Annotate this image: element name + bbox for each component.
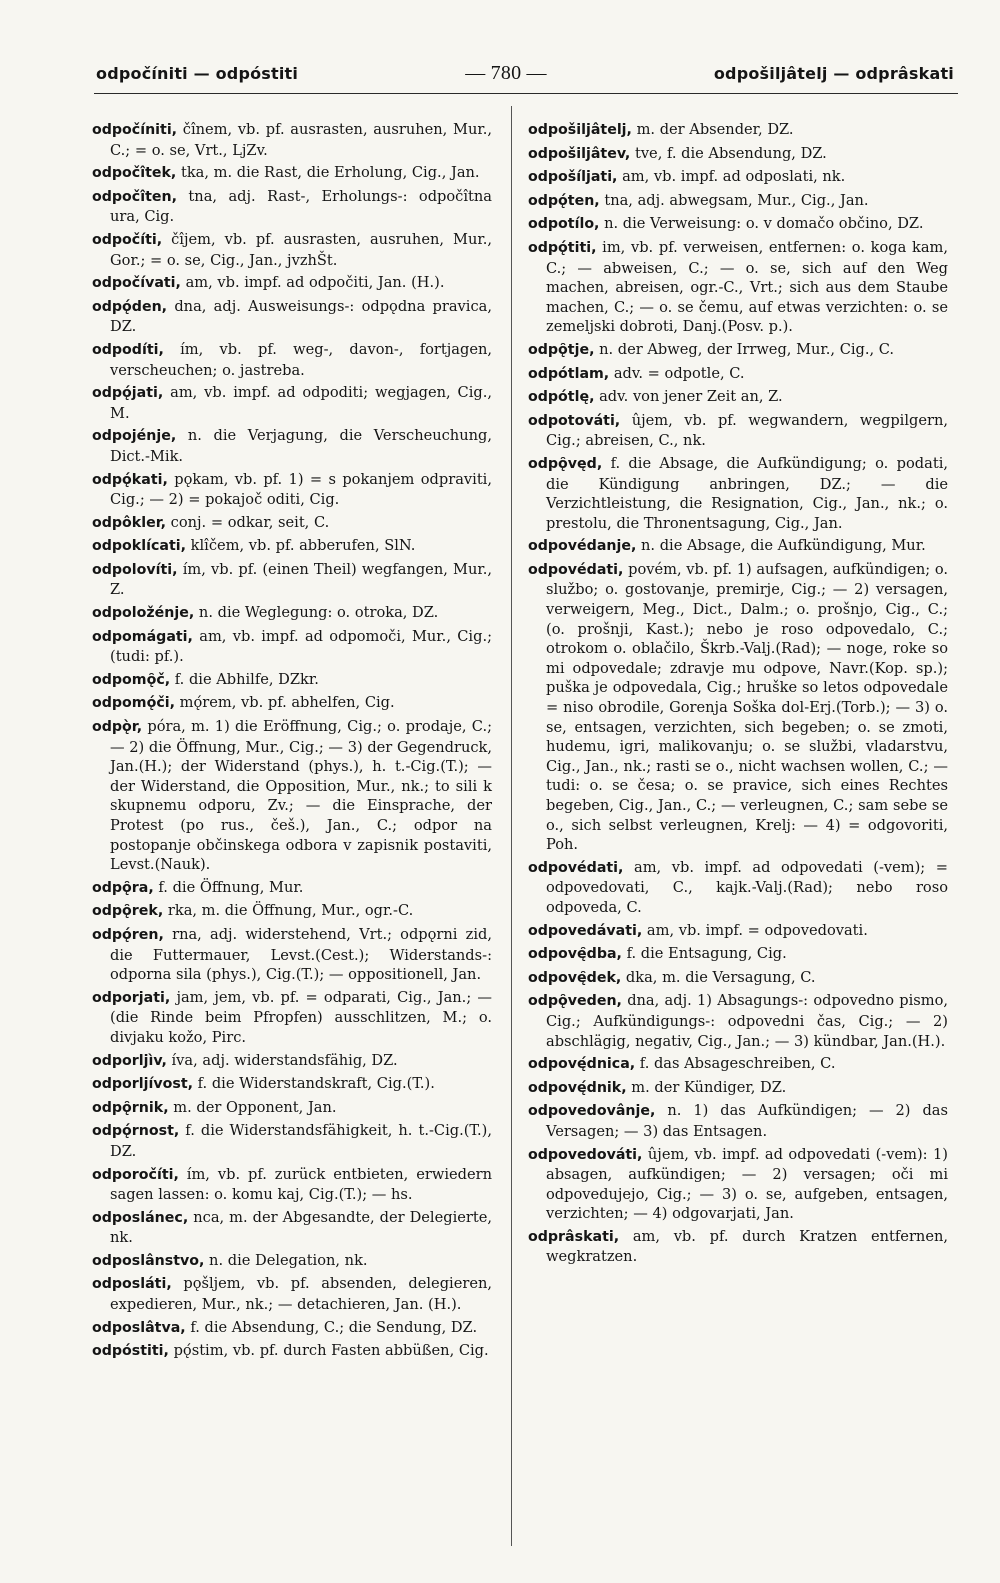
- dictionary-entry: [528, 364, 948, 385]
- headword: odpovédanje,: [528, 538, 637, 555]
- entry-definition: pǫkam, vb. pf. 1) = s pokanjem odpraviti, Cig.; — 2) = pokajoč oditi, Cig.: [110, 470, 492, 509]
- entry-definition: čîjem, vb. pf. ausrasten, ausruhen, Mur., Gor.; = o. se, Cig., Jan., jvzhŠt.: [110, 230, 492, 269]
- dictionary-entry: [528, 387, 948, 408]
- headword: odpovedovânje,: [528, 1103, 656, 1120]
- dictionary-entry: [92, 120, 492, 160]
- entry-definition: ím, vb. pf. weg-, davon-, fortjagen, verscheuchen; o. jastreba.: [110, 340, 492, 379]
- dictionary-entry: [92, 1098, 492, 1119]
- entry-definition: íva, adj. widerstandsfähig, DZ.: [166, 1051, 398, 1069]
- entry-definition: nca, m. der Abgesandte, der Delegierte, nk.: [110, 1208, 492, 1247]
- entry-definition: am, vb. pf. durch Kratzen entfernen, wegkratzen.: [546, 1227, 948, 1266]
- dictionary-entry: [92, 426, 492, 466]
- headword: odpočíti,: [92, 231, 163, 248]
- entry-definition: m. der Opponent, Jan.: [168, 1098, 337, 1116]
- entry-definition: dna, adj. Ausweisungs-: odpǫdna pravica, DZ.: [110, 297, 492, 336]
- dictionary-entry: [92, 470, 492, 510]
- headword: odpǫ́ren,: [92, 926, 164, 943]
- headword: odpomǫ̑č,: [92, 671, 171, 688]
- entry-definition: ím, vb. pf. zurück entbieten, erwiedern sagen lassen: o. komu kaj, Cig.(T.); — hs.: [110, 1165, 492, 1204]
- entry-definition: adv. = odpotle, C.: [609, 364, 745, 382]
- headword: odpôkler,: [92, 514, 167, 531]
- dictionary-entry: [92, 878, 492, 899]
- header-rule: [94, 93, 958, 94]
- dictionary-entry: [92, 925, 492, 985]
- dictionary-entry: [92, 1121, 492, 1161]
- entry-definition: mǫ́rem, vb. pf. abhelfen, Cig.: [175, 694, 395, 712]
- headword: odpotováti,: [528, 412, 621, 429]
- dictionary-entry: [92, 603, 492, 624]
- headword: odpǫ̑ra,: [92, 879, 154, 896]
- headword: odpočîten,: [92, 188, 177, 205]
- headword: odpovédati,: [528, 859, 624, 876]
- headword: odporočíti,: [92, 1166, 179, 1183]
- dictionary-entry: [92, 693, 492, 714]
- entry-definition: povém, vb. pf. 1) aufsagen, aufkündigen; o. službo; o. gostovanje, premirje, Cig.; — 2) versagen, verweigern, Meg., Dict., Dalm.; o. prošnjo, Cig., C.; (o. prošnji, Kast.); nebo je roso odpovedalo, C.; otrokom o. oblačilo, Škrb.-Valj.(Rad); — noge, roke so mi odpovedale; zdravje mu odpove, Navr.(Kop. sp.); puška je odpovedala, Cig.; hruške so letos odpovedale = niso obrodile, Gorenja Soška dol-Erj.(Torb.); — 3) o. se, entsagen, verzichten, sich begeben; o. se zmoti, hudemu, igri, malikovanju; o. se službi, vladarstvu, Cig., Jan., nk.; rasti se o., nicht wachsen wollen, C.; — tudi: o. se česa; o. se pravice, sich eines Rechtes begeben, Cig., Jan., C.; — verleugnen, C.; sam sebe se o., sich selbst verleugnen, Krelj: — 4) = odgovoriti, Poh.: [546, 560, 948, 854]
- headword: odpǫ̑vęd,: [528, 455, 603, 472]
- headword: odpočíniti,: [92, 122, 178, 138]
- entry-definition: f. die Absendung, C.; die Sendung, DZ.: [185, 1318, 478, 1336]
- dictionary-entry: [528, 1054, 948, 1075]
- entry-definition: jam, jem, vb. pf. = odparati, Cig., Jan.; — (die Rinde beim Pfropfen) ausschlitzen, M.; o. divjaku kožo, Pirc.: [110, 988, 492, 1046]
- dictionary-entry: [92, 1274, 492, 1314]
- dictionary-entry: [92, 1074, 492, 1095]
- headword: odpǫ̑veden,: [528, 993, 622, 1010]
- dictionary-entry: [528, 560, 948, 855]
- column-divider: [511, 106, 512, 1546]
- dictionary-entry: [92, 1341, 492, 1362]
- headword: odpǫ̀r,: [92, 719, 143, 736]
- dictionary-entry: [92, 1051, 492, 1072]
- dictionary-entry: [92, 163, 492, 184]
- entry-definition: tna, adj. Rast-, Erholungs-: odpočîtna ura, Cig.: [110, 187, 492, 226]
- running-header: [96, 58, 954, 88]
- dictionary-entry: [92, 297, 492, 337]
- entry-definition: am, vb. impf. ad odpoditi; wegjagen, Cig., M.: [110, 384, 492, 422]
- headword: odpovédati,: [528, 561, 624, 578]
- headword: odpomágati,: [92, 628, 193, 645]
- dictionary-entry: [528, 340, 948, 361]
- dictionary-entry: [528, 991, 948, 1051]
- dictionary-entry: [528, 120, 948, 141]
- entry-definition: f. die Widerstandsfähigkeit, h. t.-Cig.(T.), DZ.: [110, 1122, 492, 1160]
- headword: odpǫ́jati,: [92, 385, 164, 402]
- page-number: — 780 —: [465, 61, 547, 84]
- entry-definition: ûjem, vb. pf. wegwandern, wegpilgern, Cig.; abreisen, C., nk.: [546, 411, 948, 450]
- entry-definition: m. der Absender, DZ.: [631, 121, 794, 138]
- entry-definition: f. die Abhilfe, DZkr.: [170, 670, 319, 688]
- headword: odpošiljâtelj,: [528, 122, 632, 138]
- dictionary-entry: [528, 944, 948, 965]
- headword: odpočîtek,: [92, 165, 177, 182]
- headword: odposláti,: [92, 1276, 172, 1293]
- dictionary-entry: [92, 901, 492, 922]
- entry-definition: pǫšljem, vb. pf. absenden, delegieren, expedieren, Mur., nk.; — detachieren, Jan. (H.).: [110, 1275, 492, 1314]
- entry-definition: tve, f. die Absendung, DZ.: [630, 144, 827, 162]
- headword: odpotílo,: [528, 216, 600, 233]
- headword: odpovę́dnik,: [528, 1079, 627, 1096]
- headword: odpovę́dnica,: [528, 1056, 636, 1073]
- headword: odpovedávati,: [528, 922, 643, 939]
- dictionary-entry: [528, 536, 948, 557]
- headword: odpótlę,: [528, 389, 595, 406]
- entry-definition: f. die Entsagung, Cig.: [621, 945, 787, 963]
- dictionary-entry: [92, 717, 492, 875]
- entry-definition: f. das Absageschreiben, C.: [635, 1055, 836, 1073]
- dictionary-entry: [528, 921, 948, 942]
- headword: odpolovíti,: [92, 561, 178, 578]
- entry-definition: am, vb. impf. ad odpočiti, Jan. (H.).: [180, 274, 445, 292]
- entry-definition: n. die Absage, die Aufkündigung, Mur.: [636, 537, 926, 555]
- dictionary-entry: [92, 513, 492, 534]
- headword: odpomǫ́či,: [92, 695, 175, 712]
- dictionary-entry: [528, 1078, 948, 1099]
- entry-definition: rna, adj. widerstehend, Vrt.; odpǫrni zid, die Futtermauer, Levst.(Cest.); Widerstands-: odporna sila (phys.), Cig.(T.); — oppositionell, Jan.: [110, 925, 492, 984]
- dictionary-entry: [528, 411, 948, 451]
- dictionary-entry: [528, 214, 948, 235]
- entry-definition: am, vb. impf. ad odpomoči, Mur., Cig.; (tudi: pf.).: [110, 627, 492, 666]
- dictionary-entry: [92, 230, 492, 270]
- headword: odpǫ́kati,: [92, 471, 168, 488]
- headword: odporjati,: [92, 989, 171, 1006]
- dictionary-entry: [92, 627, 492, 667]
- entry-definition: n. 1) das Aufkündigen; — 2) das Versagen; — 3) das Entsagen.: [546, 1102, 948, 1140]
- dictionary-entry: [528, 454, 948, 533]
- headword: odposlánec,: [92, 1209, 189, 1226]
- entry-definition: adv. von jener Zeit an, Z.: [594, 388, 783, 406]
- headword: odpoložénje,: [92, 605, 195, 622]
- entry-definition: am, vb. impf. ad odpovedati (-vem); = odpovedovati, C., kajk.-Valj.(Rad); nebo roso odpoveda, C.: [546, 858, 948, 916]
- headword: odporljívost,: [92, 1076, 194, 1093]
- dictionary-entry: [92, 1318, 492, 1339]
- dictionary-entry: [528, 1101, 948, 1141]
- dictionary-entry: [92, 1251, 492, 1272]
- headword: odpoklícati,: [92, 538, 186, 555]
- entry-definition: im, vb. pf. verweisen, entfernen: o. koga kam, C.; — abweisen, C.; — o. se, sich auf den Weg machen, abreisen, ogr.-C., Vrt.; sich aus dem Staube machen, C.; — o. se čemu, auf etwas verzichten: o. se zemeljski dobroti, Danj.(Posv. p.).: [546, 238, 948, 336]
- entry-definition: n. die Weglegung: o. otroka, DZ.: [194, 604, 439, 622]
- entry-definition: pǫ́stim, vb. pf. durch Fasten abbüßen, Cig.: [168, 1342, 489, 1360]
- left-column: [92, 120, 492, 1365]
- headword: odpovę̑dek,: [528, 969, 622, 986]
- entry-definition: f. die Widerstandskraft, Cig.(T.).: [193, 1075, 435, 1093]
- headword: odpǫ̑tje,: [528, 341, 595, 358]
- entry-definition: n. die Delegation, nk.: [204, 1251, 368, 1269]
- entry-definition: am, vb. impf. = odpovedovati.: [642, 921, 868, 939]
- dictionary-entry: [528, 1145, 948, 1224]
- headword: odprâskati,: [528, 1228, 620, 1245]
- dictionary-entry: [92, 1208, 492, 1248]
- headword: odpóstiti,: [92, 1343, 169, 1360]
- header-right-guideword: odpošiljâtelj — odprâskati: [713, 63, 954, 83]
- dictionary-entry: [528, 858, 948, 918]
- dictionary-entry: [92, 988, 492, 1048]
- headword: odposlânstvo,: [92, 1252, 205, 1269]
- entry-definition: rka, m. die Öffnung, Mur., ogr.-C.: [163, 902, 414, 920]
- headword: odpovę̑dba,: [528, 946, 622, 963]
- dictionary-entry: [528, 191, 948, 212]
- headword: odpǫ̑rek,: [92, 903, 164, 920]
- headword: odpǫ̑rnik,: [92, 1099, 169, 1116]
- headword: odpótlam,: [528, 365, 610, 382]
- headword: odposlâtva,: [92, 1319, 186, 1336]
- dictionary-entry: [92, 670, 492, 691]
- entry-definition: čînem, vb. pf. ausrasten, ausruhen, Mur., C.; = o. se, Vrt., LjZv.: [110, 121, 492, 159]
- dictionary-entry: [528, 968, 948, 989]
- dictionary-entry: [92, 536, 492, 557]
- dictionary-entry: [92, 560, 492, 600]
- headword: odpovedováti,: [528, 1146, 643, 1163]
- entry-definition: f. die Öffnung, Mur.: [153, 878, 304, 896]
- dictionary-entry: [92, 383, 492, 423]
- entry-definition: ím, vb. pf. (einen Theil) wegfangen, Mur., Z.: [110, 560, 492, 599]
- headword: odporljìv,: [92, 1052, 167, 1069]
- entry-definition: klîčem, vb. pf. abberufen, SlN.: [186, 537, 416, 555]
- headword: odpošíljati,: [528, 169, 618, 186]
- dictionary-entry: [528, 1227, 948, 1267]
- entry-definition: tka, m. die Rast, die Erholung, Cig., Jan.: [176, 164, 480, 182]
- entry-definition: am, vb. impf. ad odposlati, nk.: [617, 168, 846, 186]
- dictionary-entry: [92, 273, 492, 294]
- dictionary-entry: [92, 187, 492, 227]
- entry-definition: póra, m. 1) die Eröffnung, Cig.; o. prodaje, C.; — 2) die Öffnung, Mur., Cig.; — 3) der Gegendruck, Jan.(H.); der Widerstand (phys.), h. t.-Cig.(T.); — der Widerstand, die Opposition, Mur., nk.; to sili k skupnemu odporu, Zv.; — die Einsprache, der Protest (po rus., češ.), Jan., C.; odpor na postopanje občinskega odbora v zapisnik postaviti, Levst.(Nauk).: [110, 718, 492, 874]
- entry-definition: f. die Absage, die Aufkündigung; o. podati, die Kündigung anbringen, DZ.; — die Verzichtleistung, die Resignation, Cig., Jan., nk.; o. prestolu, die Thronentsagung, Cig., Jan.: [546, 454, 948, 532]
- headword: odpočívati,: [92, 275, 181, 292]
- dictionary-entry: [528, 238, 948, 337]
- headword: odpǫ́rnost,: [92, 1123, 180, 1140]
- headword: odpǫ́den,: [92, 298, 168, 315]
- dictionary-entry: [528, 167, 948, 188]
- entry-definition: n. die Verjagung, die Verscheuchung, Dict.-Mik.: [110, 427, 492, 465]
- entry-definition: n. der Abweg, der Irrweg, Mur., Cig., C.: [594, 340, 895, 358]
- entry-definition: conj. = odkar, seit, C.: [166, 513, 330, 531]
- entry-definition: ûjem, vb. impf. ad odpovedati (-vem): 1) absagen, aufkündigen; — 2) versagen; oči mi odpovedujejo, Cig.; — 3) o. se, aufgeben, entsagen, verzichten; — 4) odgovarjati, Jan.: [546, 1145, 948, 1223]
- entry-definition: dka, m. die Versagung, C.: [621, 968, 816, 986]
- dictionary-entry: [92, 1165, 492, 1205]
- right-column: [528, 120, 948, 1270]
- headword: odpojénje,: [92, 428, 177, 445]
- headword: odpǫ́titi,: [528, 239, 597, 256]
- entry-definition: m. der Kündiger, DZ.: [626, 1078, 787, 1096]
- header-left-guideword: odpočíniti — odpóstiti: [96, 63, 299, 83]
- entry-definition: dna, adj. 1) Absagungs-: odpovedno pismo, Cig.; Aufkündigungs-: odpovedni čas, Cig.; — 2) abschlägig, negativ, Cig., Jan.; — 3) kündbar, Jan.(H.).: [546, 992, 948, 1050]
- dictionary-entry: [528, 144, 948, 165]
- entry-definition: n. die Verweisung: o. v domačo občino, DZ.: [599, 215, 924, 233]
- entry-definition: tna, adj. abwegsam, Mur., Cig., Jan.: [599, 191, 869, 209]
- headword: odpǫ́ten,: [528, 192, 600, 209]
- headword: odpodíti,: [92, 341, 164, 358]
- dictionary-entry: [92, 340, 492, 380]
- headword: odpošiljâtev,: [528, 145, 631, 162]
